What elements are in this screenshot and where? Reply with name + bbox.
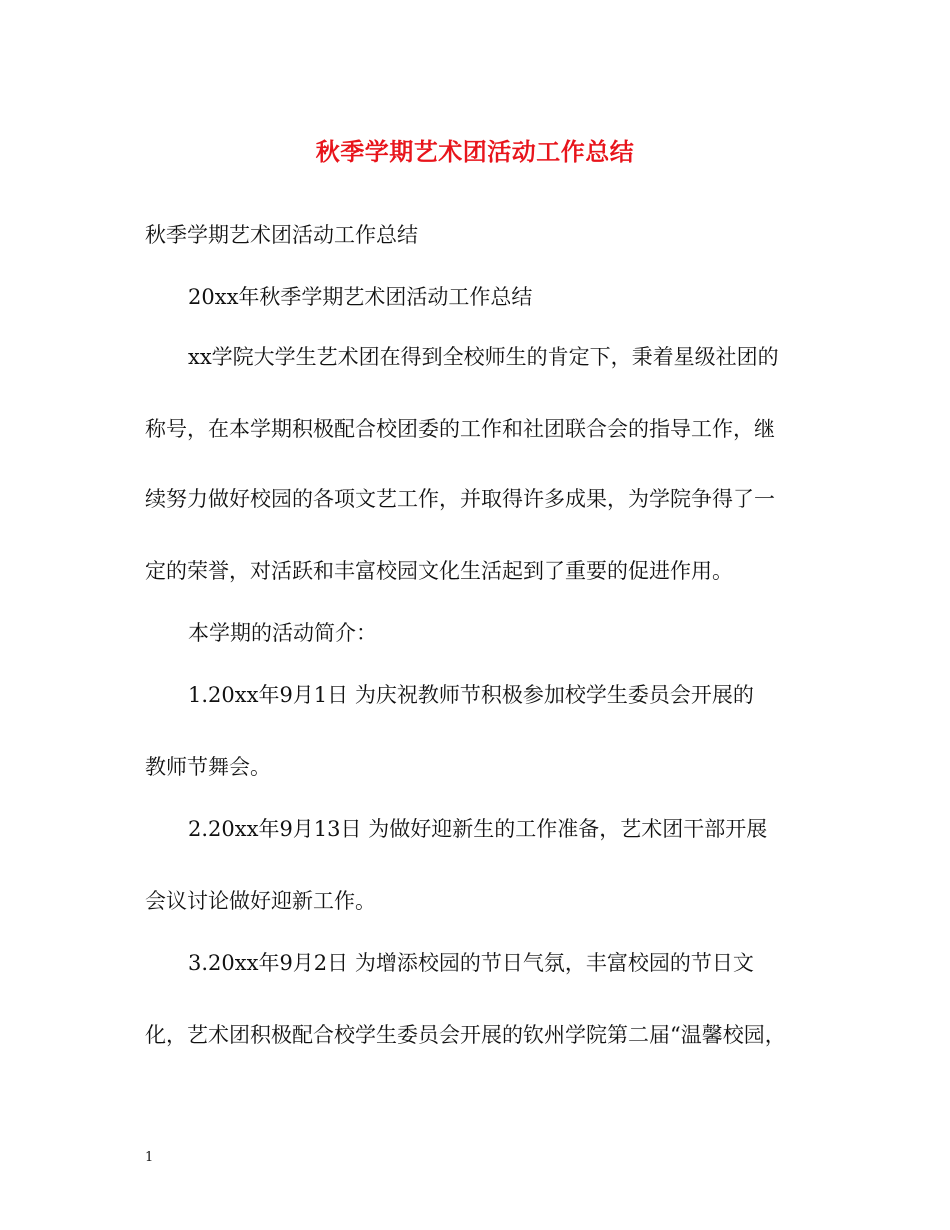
paragraph-line: 3.20xx年9月2日 为增添校园的节日气氛，丰富校园的节日文 xyxy=(188,951,754,975)
paragraph-line: 称号，在本学期积极配合校团委的工作和社团联合会的指导工作，继 xyxy=(145,417,775,441)
paragraph-line: 定的荣誉，对活跃和丰富校园文化生活起到了重要的促进作用。 xyxy=(145,559,733,583)
paragraph-line: 2.20xx年9月13日 为做好迎新生的工作准备，艺术团干部开展 xyxy=(188,817,768,841)
paragraph-line: 续努力做好校园的各项文艺工作，并取得许多成果，为学院争得了一 xyxy=(145,487,775,511)
paragraph-line: 1.20xx年9月1日 为庆祝教师节积极参加校学生委员会开展的 xyxy=(188,683,754,707)
document-title: 秋季学期艺术团活动工作总结 xyxy=(315,137,635,166)
paragraph-line: 教师节舞会。 xyxy=(145,755,271,779)
paragraph-line: 本学期的活动简介： xyxy=(188,621,377,645)
page-number: 1 xyxy=(145,1150,154,1165)
paragraph-line: xx学院大学生艺术团在得到全校师生的肯定下，秉着星级社团的 xyxy=(188,345,779,369)
paragraph-line: 20xx年秋季学期艺术团活动工作总结 xyxy=(188,285,533,309)
paragraph-line: 会议讨论做好迎新工作。 xyxy=(145,889,376,913)
paragraph-line: 秋季学期艺术团活动工作总结 xyxy=(145,223,418,247)
paragraph-line: 化，艺术团积极配合校学生委员会开展的钦州学院第二届“温馨校园， xyxy=(145,1023,786,1047)
